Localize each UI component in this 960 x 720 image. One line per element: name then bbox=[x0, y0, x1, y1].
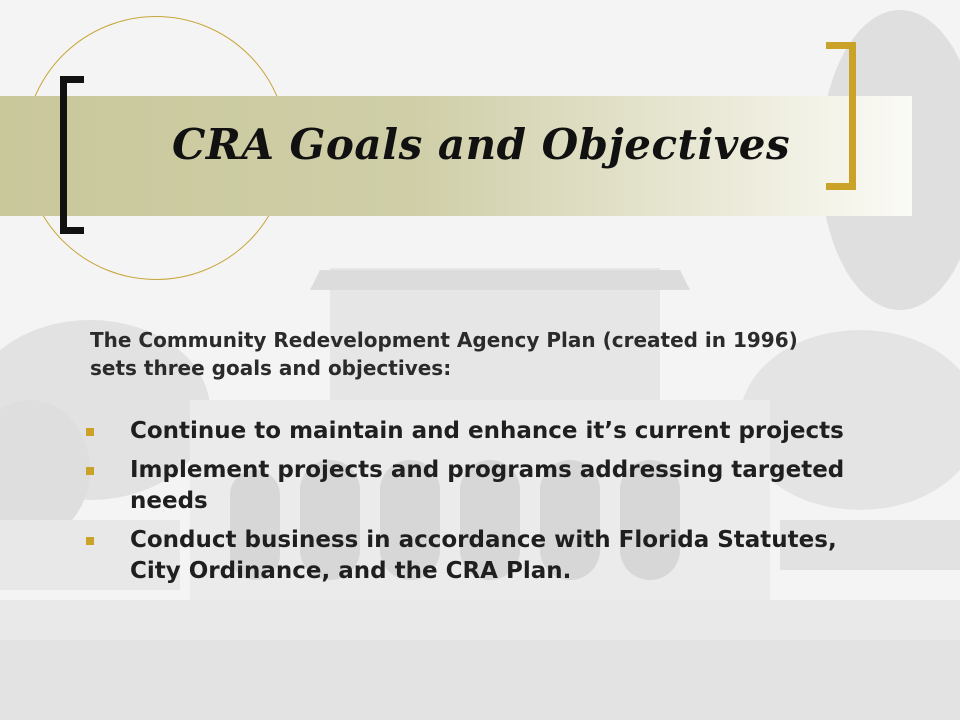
list-item-text: Conduct business in accordance with Florida Statutes, City Ordinance, and the CRA Plan. bbox=[130, 527, 837, 584]
square-bullet-icon bbox=[86, 537, 94, 545]
square-bullet-icon bbox=[86, 428, 94, 436]
list-item bbox=[86, 525, 846, 587]
goals-list bbox=[86, 416, 846, 595]
left-bracket-decoration bbox=[60, 76, 84, 234]
square-bullet-icon bbox=[86, 467, 94, 475]
list-item bbox=[86, 455, 846, 517]
slide-title: CRA Goals and Objectives bbox=[172, 120, 791, 169]
list-item-text: Implement projects and programs addressing targeted needs bbox=[130, 457, 845, 514]
list-item-text: Continue to maintain and enhance it’s current projects bbox=[130, 418, 844, 444]
right-bracket-decoration bbox=[826, 42, 856, 190]
intro-paragraph: The Community Redevelopment Agency Plan (created in 1996) sets three goals and objectives: bbox=[90, 328, 798, 380]
list-item bbox=[86, 416, 846, 447]
